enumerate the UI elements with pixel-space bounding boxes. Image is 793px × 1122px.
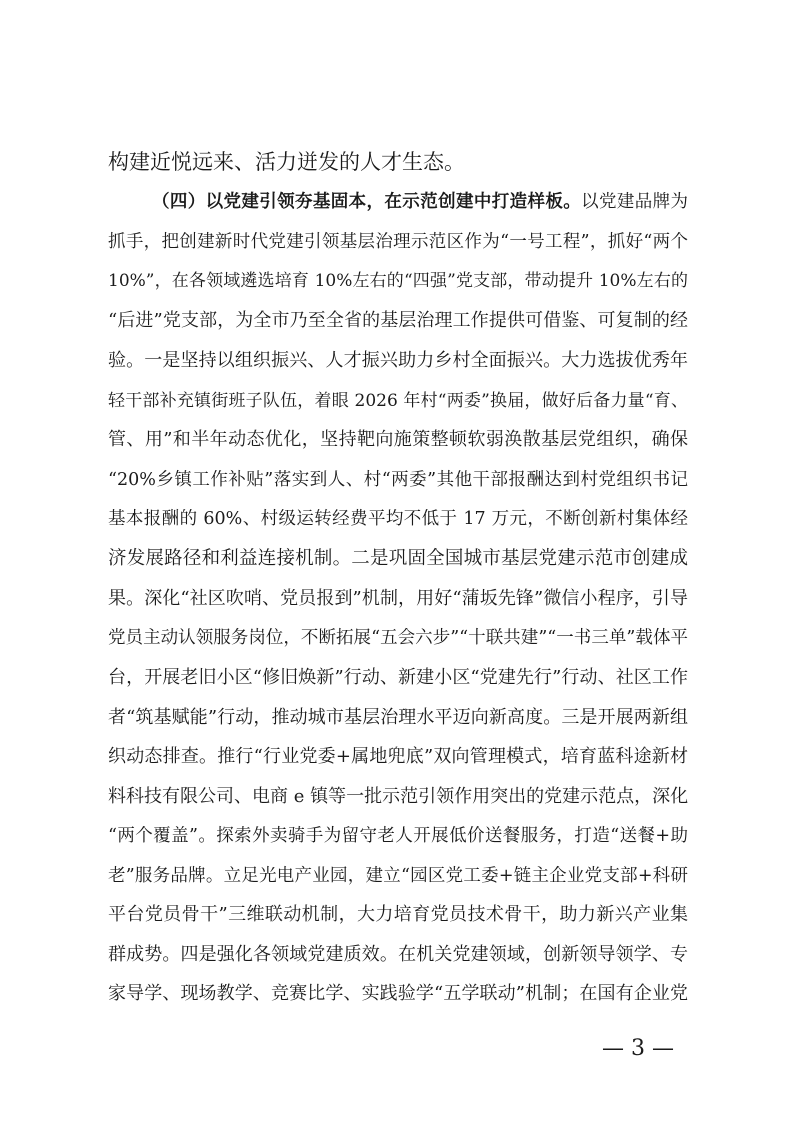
- text-line: 基本报酬的 60%、村级运转经费平均不低于 17 万元，不断创新村集体经: [108, 509, 688, 529]
- text-line: “后进”党支部，为全市乃至全省的基层治理工作提供可借鉴、可复制的经: [108, 310, 688, 331]
- page-number: — 3 —: [602, 1036, 674, 1061]
- text-line: “20%乡镇工作补贴”落实到人、村“两委”其他干部报酬达到村党组织书记: [108, 470, 688, 490]
- text-line: 10%”，在各领域遴选培育 10%左右的“四强”党支部，带动提升 10%左右的: [108, 271, 688, 291]
- text-line: 果。深化“社区吹哨、党员报到”机制，用好“蒲坂先锋”微信小程序，引导: [108, 588, 688, 609]
- text-line: 台，开展老旧小区“修旧焕新”行动、新建小区“党建先行”行动、社区工作: [108, 667, 688, 688]
- text-line: 党员主动认领服务岗位，不断拓展“五会六步”“十联共建”“一书三单”载体平: [108, 628, 688, 648]
- text-line: 者“筑基赋能”行动，推动城市基层治理水平迈向新高度。三是开展两新组: [108, 707, 688, 728]
- text-line: 济发展路径和利益连接机制。二是巩固全国城市基层党建示范市创建成: [108, 548, 688, 569]
- text-line: 验。一是坚持以组织振兴、人才振兴助力乡村全面振兴。大力选拔优秀年: [108, 350, 688, 371]
- section-heading: （四）以党建引领夯基固本，在示范创建中打造样板。: [152, 192, 582, 212]
- text-line: 管、用”和半年动态优化，坚持靶向施策整顿软弱涣散基层党组织，确保: [108, 429, 688, 450]
- text-line: 群成势。四是强化各领域党建质效。在机关党建领域，创新领导领学、专: [108, 944, 688, 965]
- text-line: 织动态排查。推行“行业党委+属地兜底”双向管理模式，培育蓝科途新材: [108, 746, 688, 767]
- text-line: 构建近悦远来、活力迸发的人才生态。: [108, 150, 465, 174]
- text-line: 料科技有限公司、电商 e 镇等一批示范引领作用突出的党建示范点，深化: [108, 786, 688, 807]
- text-line: 老”服务品牌。立足光电产业园，建立“园区党工委+链主企业党支部+科研: [108, 866, 688, 886]
- section-heading-line: （四）以党建引领夯基固本，在示范创建中打造样板。以党建品牌为: [152, 192, 688, 212]
- text-line: 轻干部补充镇街班子队伍，着眼 2026 年村“两委”换届，做好后备力量“育、: [108, 391, 688, 411]
- text-line: 平台党员骨干”三维联动机制，大力培育党员技术骨干，助力新兴产业集: [108, 904, 688, 925]
- text-line: “两个覆盖”。探索外卖骑手为留守老人开展低价送餐服务，打造“送餐+助: [108, 826, 688, 846]
- text-line: 抓手，把创建新时代党建引领基层治理示范区作为“一号工程”，抓好“两个: [108, 232, 688, 252]
- text-line: 家导学、现场教学、竞赛比学、实践验学“五学联动”机制；在国有企业党: [108, 983, 688, 1004]
